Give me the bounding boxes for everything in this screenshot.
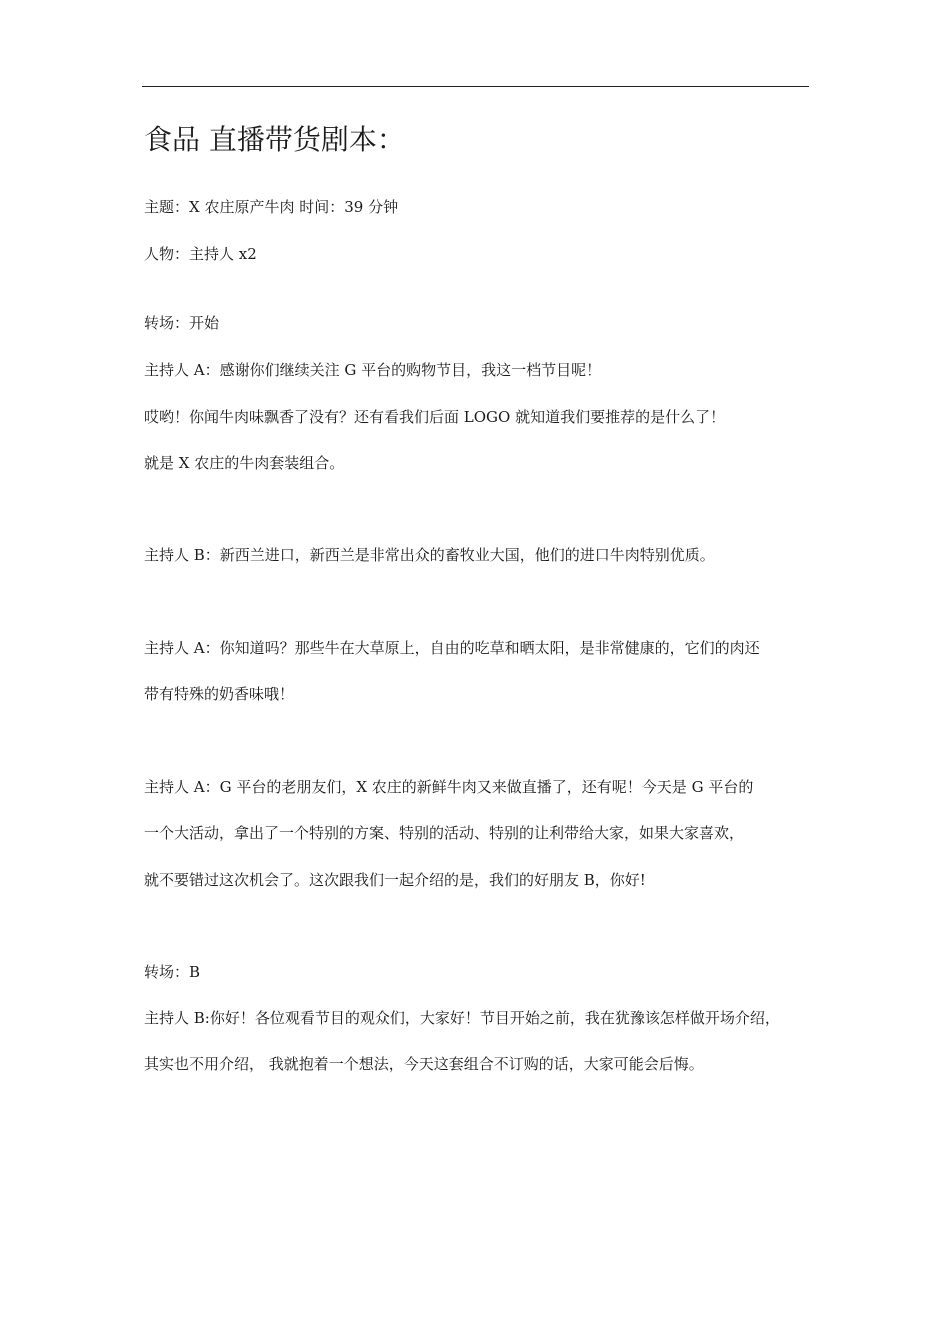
host-a-line-6: 主持人 A：G 平台的老朋友们，X 农庄的新鲜牛肉又来做直播了，还有呢！今天是 G 平台的 xyxy=(144,778,754,796)
transition-start: 转场：开始 xyxy=(144,314,220,332)
host-a-line-4: 主持人 A：你知道吗？那些牛在大草原上，自由的吃草和晒太阳，是非常健康的，它们的肉还 xyxy=(144,639,760,657)
host-a-line-8: 就不要错过这次机会了。这次跟我们一起介绍的是，我们的好朋友 B，你好! xyxy=(144,871,646,889)
host-b-line-2: 主持人 B:你好！各位观看节目的观众们，大家好！节目开始之前，我在犹豫该怎样做开场介绍， xyxy=(144,1009,780,1027)
host-b-line-1: 主持人 B：新西兰进口，新西兰是非常出众的畜牧业大国，他们的进口牛肉特别优质。 xyxy=(144,546,715,564)
top-rule xyxy=(142,86,809,87)
host-a-line-2: 哎哟！你闻牛肉味飘香了没有？还有看我们后面 LOGO 就知道我们要推荐的是什么了！ xyxy=(144,408,726,426)
host-a-line-1: 主持人 A：感谢你们继续关注 G 平台的购物节目，我这一档节目呢！ xyxy=(144,361,602,379)
host-a-line-7: 一个大活动，拿出了一个特别的方案、特别的活动、特别的让利带给大家，如果大家喜欢， xyxy=(144,824,745,842)
document-title: 食品 直播带货剧本： xyxy=(144,123,405,156)
host-b-line-3: 其实也不用介绍， 我就抱着一个想法，今天这套组合不订购的话，大家可能会后悔。 xyxy=(144,1055,704,1073)
host-a-line-5: 带有特殊的奶香味哦！ xyxy=(144,685,295,703)
topic-line: 主题：X 农庄原产牛肉 时间：39 分钟 xyxy=(144,198,399,216)
people-line: 人物：主持人 x2 xyxy=(144,245,257,263)
transition-b: 转场：B xyxy=(144,963,201,981)
host-a-line-3: 就是 X 农庄的牛肉套装组合。 xyxy=(144,454,345,472)
